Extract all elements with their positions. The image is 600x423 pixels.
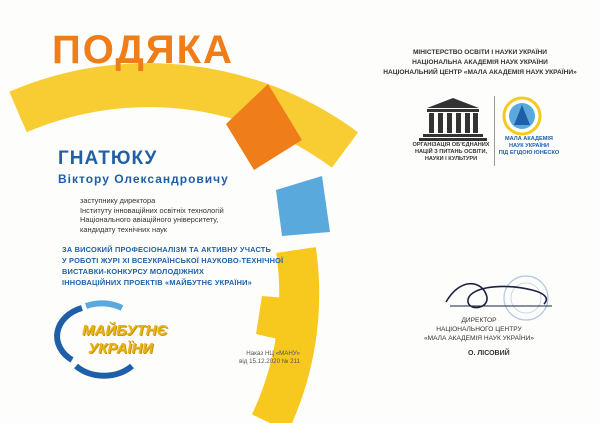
certificate-title: ПОДЯКА [52, 28, 234, 72]
man-caption-line: НАУК УКРАЇНИ [508, 143, 550, 149]
order-line: від 15.12.2020 № 211 [239, 358, 300, 365]
reason-line: У РОБОТІ ЖУРІ XI ВСЕУКРАЇНСЬКОЇ НАУКОВО-ТЕХНІЧНОЇ [62, 256, 284, 265]
unesco-caption-line: ОРГАНІЗАЦІЯ ОБ’ЄДНАНИХ [412, 142, 490, 148]
ministry-line: МІНІСТЕРСТВО ОСВІТИ І НАУКИ УКРАЇНИ [412, 49, 548, 56]
ministry-line: НАЦІОНАЛЬНИЙ ЦЕНТР «МАЛА АКАДЕМІЯ НАУК УКРАЇНИ» [383, 69, 577, 76]
unesco-caption [411, 142, 491, 163]
recipient-position [80, 196, 224, 234]
unesco-logo-icon [413, 96, 493, 142]
man-caption-line: МАЛА АКАДЕМІЯ [505, 136, 553, 142]
position-line: Національного авіаційного університету, [80, 215, 219, 225]
ministry-header [380, 48, 580, 78]
order-reference [200, 350, 300, 366]
logo-line-1: МАЙБУТНЄ [82, 322, 168, 339]
man-emblem-icon [502, 96, 542, 136]
man-caption-line: ПІД ЕГІДОЮ ЮНЕСКО [498, 150, 560, 156]
award-reason [62, 244, 283, 288]
director-line: НАЦІОНАЛЬНОГО ЦЕНТРУ [436, 326, 522, 333]
recipient-name: Віктору Олександровичу [58, 172, 229, 186]
director-line: ДИРЕКТОР [461, 317, 497, 324]
man-caption [494, 136, 564, 157]
recipient-surname: ГНАТЮКУ [58, 148, 158, 169]
unesco-caption-line: НАУКИ І КУЛЬТУРИ [424, 156, 478, 162]
maibutnie-ukrainy-logo [52, 300, 168, 380]
arc-blue-block [276, 176, 330, 236]
logo-line-2: УКРАЇНИ [88, 340, 154, 357]
director-title [414, 316, 544, 343]
position-line: Інституту інноваційних освітніх технологій [80, 205, 224, 215]
signature-seal-icon [440, 268, 570, 322]
unesco-caption-line: НАЦІЙ З ПИТАНЬ ОСВІТИ, [414, 149, 488, 155]
reason-line: ІННОВАЦІЙНИХ ПРОЕКТІВ «МАЙБУТНЄ УКРАЇНИ» [62, 278, 252, 287]
order-line: Наказ НЦ «МАНУ» [246, 350, 300, 357]
reason-line: ЗА ВИСОКИЙ ПРОФЕСІОНАЛІЗМ ТА АКТИВНУ УЧАСТЬ [62, 245, 272, 254]
reason-line: ВИСТАВКИ-КОНКУРСУ МОЛОДІЖНИХ [62, 267, 205, 276]
ministry-line: НАЦІОНАЛЬНА АКАДЕМІЯ НАУК УКРАЇНИ [412, 59, 548, 66]
position-line: кандидату технічних наук [80, 224, 168, 234]
signer-name: О. ЛІСОВИЙ [468, 350, 510, 357]
position-line: заступнику директора [80, 196, 156, 205]
director-line: «МАЛА АКАДЕМІЯ НАУК УКРАЇНИ» [423, 335, 534, 342]
